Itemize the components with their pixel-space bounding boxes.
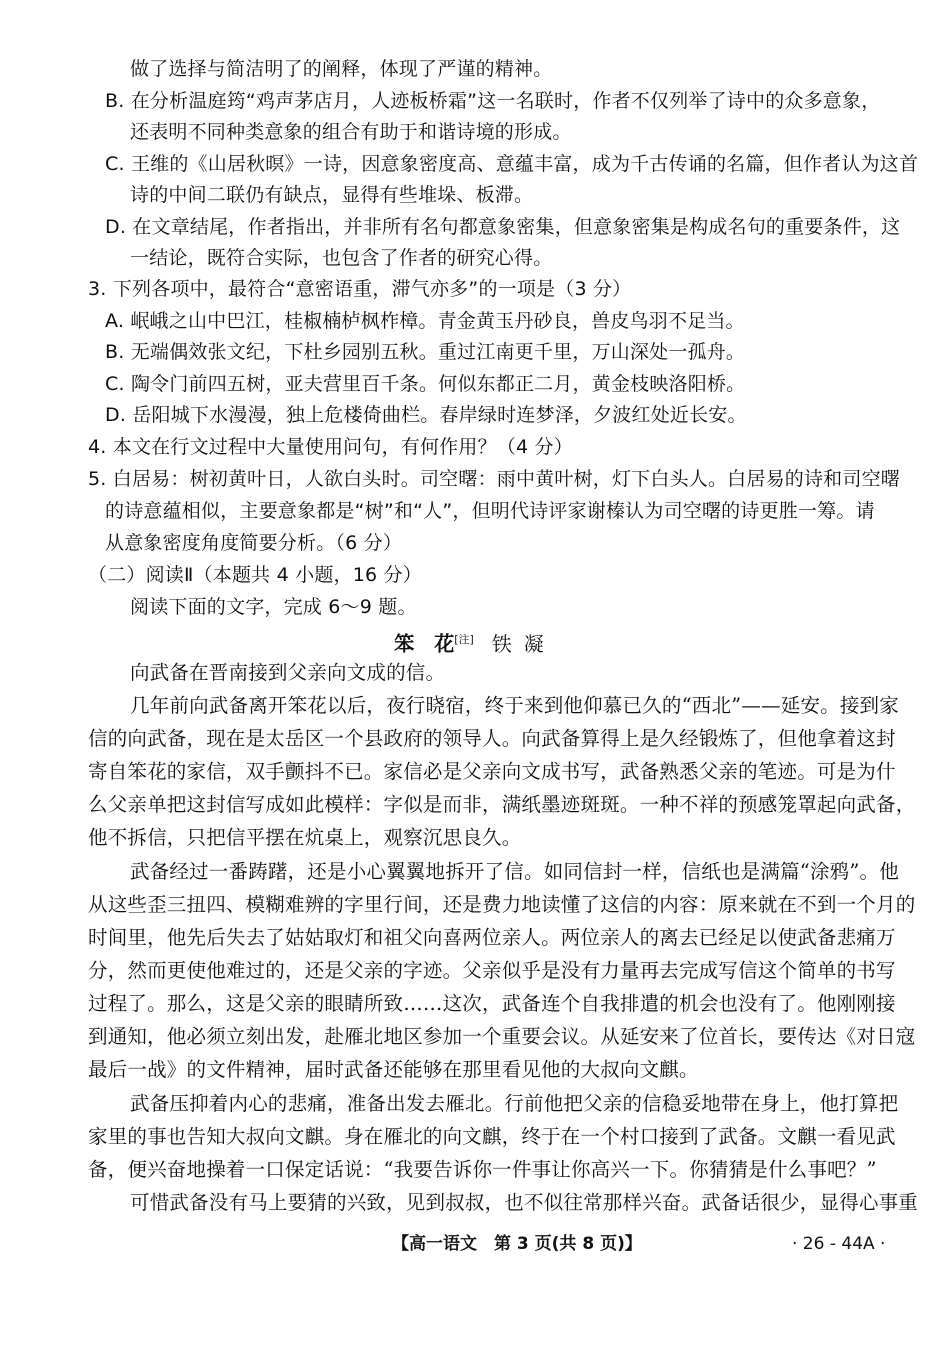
q3-option-a: A. 岷峨之山中巴江，桂椒楠栌枫柞樟。青金黄玉丹砂良，兽皮鸟羽不足当。	[105, 310, 745, 332]
title-note: [注]	[454, 633, 474, 646]
story-line: 分，然而更使他难过的，还是父亲的字迹。父亲似乎是没有力量再去完成写信这个简单的书写	[88, 959, 896, 982]
story-line: 过程了。那么，这是父亲的眼睛所致……这次，武备连个自我排遣的机会也没有了。他刚刚接	[88, 992, 896, 1015]
text-line: 从意象密度角度简要分析。（6 分）	[105, 532, 403, 554]
question-4: 4. 本文在行文过程中大量使用问句，有何作用？（4 分）	[88, 436, 573, 458]
story-author: 铁凝	[491, 631, 556, 656]
story-line: 几年前向武备离开笨花以后，夜行晓宿，终于来到他仰慕已久的“西北”——延安。接到家	[130, 694, 899, 717]
story-title-text: 笨 花	[394, 631, 455, 656]
story-line: 么父亲单把这封信写成如此模样：字似是而非，满纸墨迹斑斑。一种不祥的预感笼罩起向武备，	[88, 793, 916, 816]
story-line: 从这些歪三扭四、模糊难辨的字里行间，还是费力地读懂了这信的内容：原来就在不到一个月的	[88, 893, 916, 916]
story-line: 家里的事也告知大叔向文麒。身在雁北的向文麒，终于在一个村口接到了武备。文麒一看见武	[88, 1125, 896, 1148]
text-line: 还表明不同种类意象的组合有助于和谐诗境的形成。	[130, 121, 572, 143]
section-heading: （二）阅读Ⅱ（本题共 4 小题，16 分）	[88, 564, 422, 586]
story-title	[0, 627, 950, 657]
page-footer-label: 【高一语文 第 3 页(共 8 页)】	[392, 1234, 642, 1254]
story-line: 他不拆信，只把信平摆在炕桌上，观察沉思良久。	[88, 826, 522, 849]
q3-option-d: D. 岳阳城下水漫漫，独上危楼倚曲栏。春岸绿时连梦泽，夕波红处近长安。	[105, 404, 747, 426]
page-footer-code: · 26 - 44A ·	[792, 1234, 886, 1254]
option-c-line: C. 王维的《山居秋暝》一诗，因意象密度高、意蕴丰富，成为千古传诵的名篇，但作者认为这首	[105, 153, 919, 175]
story-line: 信的向武备，现在是太岳区一个县政府的领导人。向武备算得上是久经锻炼了，但他拿着这封	[88, 727, 896, 750]
story-line: 到通知，他必须立刻出发，赴雁北地区参加一个重要会议。从延安来了位首长，要传达《对日寇	[88, 1025, 916, 1048]
story-line: 备，便兴奋地操着一口保定话说：“我要告诉你一件事让你高兴一下。你猜猜是什么事吧？”	[88, 1158, 877, 1181]
text-line: 做了选择与简洁明了的阐释，体现了严谨的精神。	[130, 58, 553, 80]
option-b-line: B. 在分析温庭筠“鸡声茅店月，人迹板桥霜”这一名联时，作者不仅列举了诗中的众多意象，	[105, 90, 881, 112]
story-line: 武备压抑着内心的悲痛，准备出发去雁北。行前他把父亲的信稳妥地带在身上，他打算把	[130, 1092, 899, 1115]
question-5: 5. 白居易：树初黄叶日，人欲白头时。司空曙：雨中黄叶树，灯下白头人。白居易的诗和司空曙	[88, 468, 900, 490]
q3-option-b: B. 无端偶效张文纪，下杜乡园别五秋。重过江南更千里，万山深处一孤舟。	[105, 341, 746, 363]
story-line: 最后一战》的文件精神，届时武备还能够在那里看见他的大叔向文麒。	[88, 1058, 699, 1081]
q3-option-c: C. 陶令门前四五树，亚夫营里百千条。何似东都正二月，黄金枝映洛阳桥。	[105, 373, 746, 395]
instruction: 阅读下面的文字，完成 6～9 题。	[130, 596, 417, 618]
story-line: 可惜武备没有马上要猜的兴致，见到叔叔，也不似往常那样兴奋。武备话很少，显得心事重	[130, 1191, 919, 1214]
text-line: 的诗意蕴相似，主要意象都是“树”和“人”，但明代诗评家谢榛认为司空曙的诗更胜一筹。请	[105, 500, 875, 522]
question-3: 3. 下列各项中，最符合“意密语重，滞气亦多”的一项是（3 分）	[88, 278, 632, 300]
story-line: 寄自笨花的家信，双手颤抖不已。家信必是父亲向文成书写，武备熟悉父亲的笔迹。可是为什	[88, 760, 896, 783]
text-line: 诗的中间二联仍有缺点，显得有些堆垛、板滞。	[130, 184, 534, 206]
story-line: 时间里，他先后失去了姑姑取灯和祖父向喜两位亲人。两位亲人的离去已经足以使武备悲痛万	[88, 926, 896, 949]
option-d-line: D. 在文章结尾，作者指出，并非所有名句都意象密集，但意象密集是构成名句的重要条件，这	[105, 216, 901, 238]
story-line: 武备经过一番踌躇，还是小心翼翼地拆开了信。如同信封一样，信纸也是满篇“涂鸦”。他	[130, 860, 899, 883]
story-line: 向武备在晋南接到父亲向文成的信。	[130, 661, 446, 684]
text-line: 一结论，既符合实际，也包含了作者的研究心得。	[130, 247, 553, 269]
